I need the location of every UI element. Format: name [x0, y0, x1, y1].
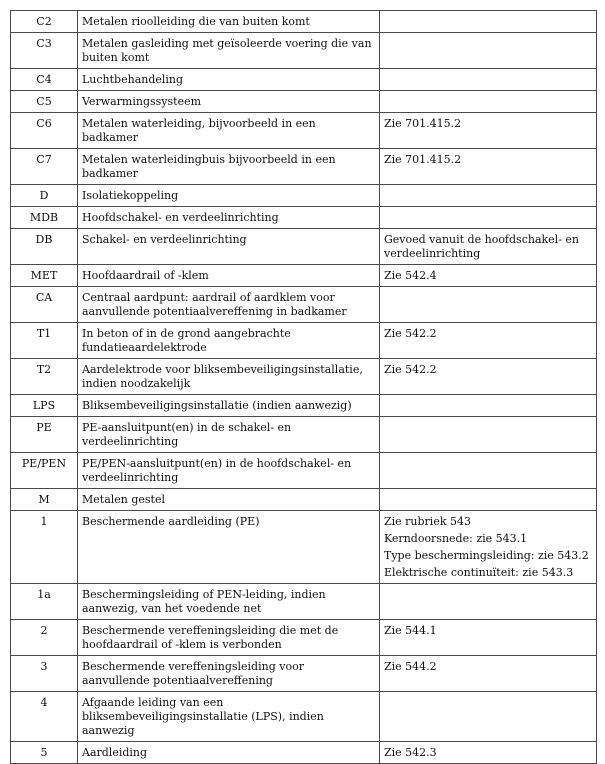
reference-line: Zie rubriek 543 [384, 515, 471, 528]
row-reference [380, 359, 597, 395]
row-code: C3 [11, 33, 78, 69]
reference-line: Zie 544.2 [384, 660, 437, 673]
table-row [11, 395, 597, 417]
legend-table [10, 10, 597, 764]
row-description: Beschermende aardleiding (PE) [78, 511, 380, 584]
row-reference [380, 453, 597, 489]
table-row [11, 113, 597, 149]
row-reference [380, 584, 597, 620]
row-description: In beton of in de grond aangebrachte fundatieaardelektrode [78, 323, 380, 359]
reference-line: Type beschermingsleiding: zie 543.2 [384, 549, 589, 562]
table-row [11, 742, 597, 764]
row-reference [380, 229, 597, 265]
reference-line: Zie 701.415.2 [384, 153, 462, 166]
row-description: Luchtbehandeling [78, 69, 380, 91]
reference-line: Zie 542.4 [384, 269, 437, 282]
row-code: C5 [11, 91, 78, 113]
row-description: Beschermende vereffeningsleiding die met de hoofdaardrail of -klem is verbonden [78, 620, 380, 656]
row-reference [380, 511, 597, 584]
table-row [11, 453, 597, 489]
row-reference [380, 149, 597, 185]
row-code: C4 [11, 69, 78, 91]
row-description: Centraal aardpunt: aardrail of aardklem voor aanvullende potentiaalvereffening in badkamer [78, 287, 380, 323]
reference-line: Zie 544.1 [384, 624, 437, 637]
row-code: 2 [11, 620, 78, 656]
row-reference [380, 185, 597, 207]
table-row [11, 359, 597, 395]
table-row [11, 620, 597, 656]
row-code: C6 [11, 113, 78, 149]
row-reference [380, 265, 597, 287]
reference-line: Gevoed vanuit de hoofdschakel- en verdeelinrichting [384, 233, 579, 260]
row-description: Metalen waterleiding, bijvoorbeeld in een badkamer [78, 113, 380, 149]
table-row [11, 489, 597, 511]
reference-line: Elektrische continuïteit: zie 543.3 [384, 566, 574, 579]
reference-line: Zie 542.2 [384, 363, 437, 376]
row-code: 1 [11, 511, 78, 584]
table-row [11, 692, 597, 742]
table-row [11, 229, 597, 265]
row-code: C2 [11, 11, 78, 33]
row-code: T1 [11, 323, 78, 359]
table-row [11, 207, 597, 229]
row-description: Metalen gasleiding met geïsoleerde voering die van buiten komt [78, 33, 380, 69]
row-description: Isolatiekoppeling [78, 185, 380, 207]
row-description: Afgaande leiding van een bliksembeveiligingsinstallatie (LPS), indien aanwezig [78, 692, 380, 742]
row-reference [380, 620, 597, 656]
table-row [11, 417, 597, 453]
row-description: Hoofdschakel- en verdeelinrichting [78, 207, 380, 229]
row-reference [380, 323, 597, 359]
table-row [11, 69, 597, 91]
table-row [11, 91, 597, 113]
row-code: PE [11, 417, 78, 453]
row-reference [380, 287, 597, 323]
row-code: D [11, 185, 78, 207]
row-description: Beschermende vereffeningsleiding voor aanvullende potentiaalvereffening [78, 656, 380, 692]
row-reference [380, 395, 597, 417]
row-description: Schakel- en verdeelinrichting [78, 229, 380, 265]
row-description: Beschermingsleiding of PEN-leiding, indien aanwezig, van het voedende net [78, 584, 380, 620]
row-reference [380, 417, 597, 453]
row-reference [380, 33, 597, 69]
table-row [11, 33, 597, 69]
row-code: M [11, 489, 78, 511]
table-row [11, 287, 597, 323]
row-description: PE/PEN-aansluitpunt(en) in de hoofdschakel- en verdeelinrichting [78, 453, 380, 489]
row-reference [380, 91, 597, 113]
row-reference [380, 489, 597, 511]
row-reference [380, 742, 597, 764]
table-row [11, 11, 597, 33]
table-row [11, 656, 597, 692]
row-description: Hoofdaardrail of -klem [78, 265, 380, 287]
table-row [11, 584, 597, 620]
row-description: Metalen waterleidingbuis bijvoorbeeld in een badkamer [78, 149, 380, 185]
row-description: Metalen gestel [78, 489, 380, 511]
row-reference [380, 692, 597, 742]
row-code: 3 [11, 656, 78, 692]
reference-line: Zie 701.415.2 [384, 117, 462, 130]
table-row [11, 185, 597, 207]
row-description: Bliksembeveiligingsinstallatie (indien aanwezig) [78, 395, 380, 417]
row-reference [380, 69, 597, 91]
row-code: 5 [11, 742, 78, 764]
row-code: MET [11, 265, 78, 287]
row-code: 1a [11, 584, 78, 620]
reference-line: Zie 542.2 [384, 327, 437, 340]
row-description: Metalen rioolleiding die van buiten komt [78, 11, 380, 33]
row-description: PE-aansluitpunt(en) in de schakel- en verdeelinrichting [78, 417, 380, 453]
row-description: Aardleiding [78, 742, 380, 764]
row-reference [380, 656, 597, 692]
row-code: DB [11, 229, 78, 265]
row-code: CA [11, 287, 78, 323]
row-reference [380, 113, 597, 149]
reference-line: Zie 542.3 [384, 746, 437, 759]
row-code: PE/PEN [11, 453, 78, 489]
reference-line: Kerndoorsnede: zie 543.1 [384, 532, 528, 545]
row-description: Aardelektrode voor bliksembeveiligingsinstallatie, indien noodzakelijk [78, 359, 380, 395]
table-row [11, 265, 597, 287]
legend-table-body [11, 11, 597, 764]
row-reference [380, 207, 597, 229]
row-reference [380, 11, 597, 33]
row-description: Verwarmingssysteem [78, 91, 380, 113]
table-row [11, 323, 597, 359]
row-code: 4 [11, 692, 78, 742]
row-code: C7 [11, 149, 78, 185]
table-row [11, 149, 597, 185]
row-code: MDB [11, 207, 78, 229]
row-code: LPS [11, 395, 78, 417]
row-code: T2 [11, 359, 78, 395]
table-row [11, 511, 597, 584]
